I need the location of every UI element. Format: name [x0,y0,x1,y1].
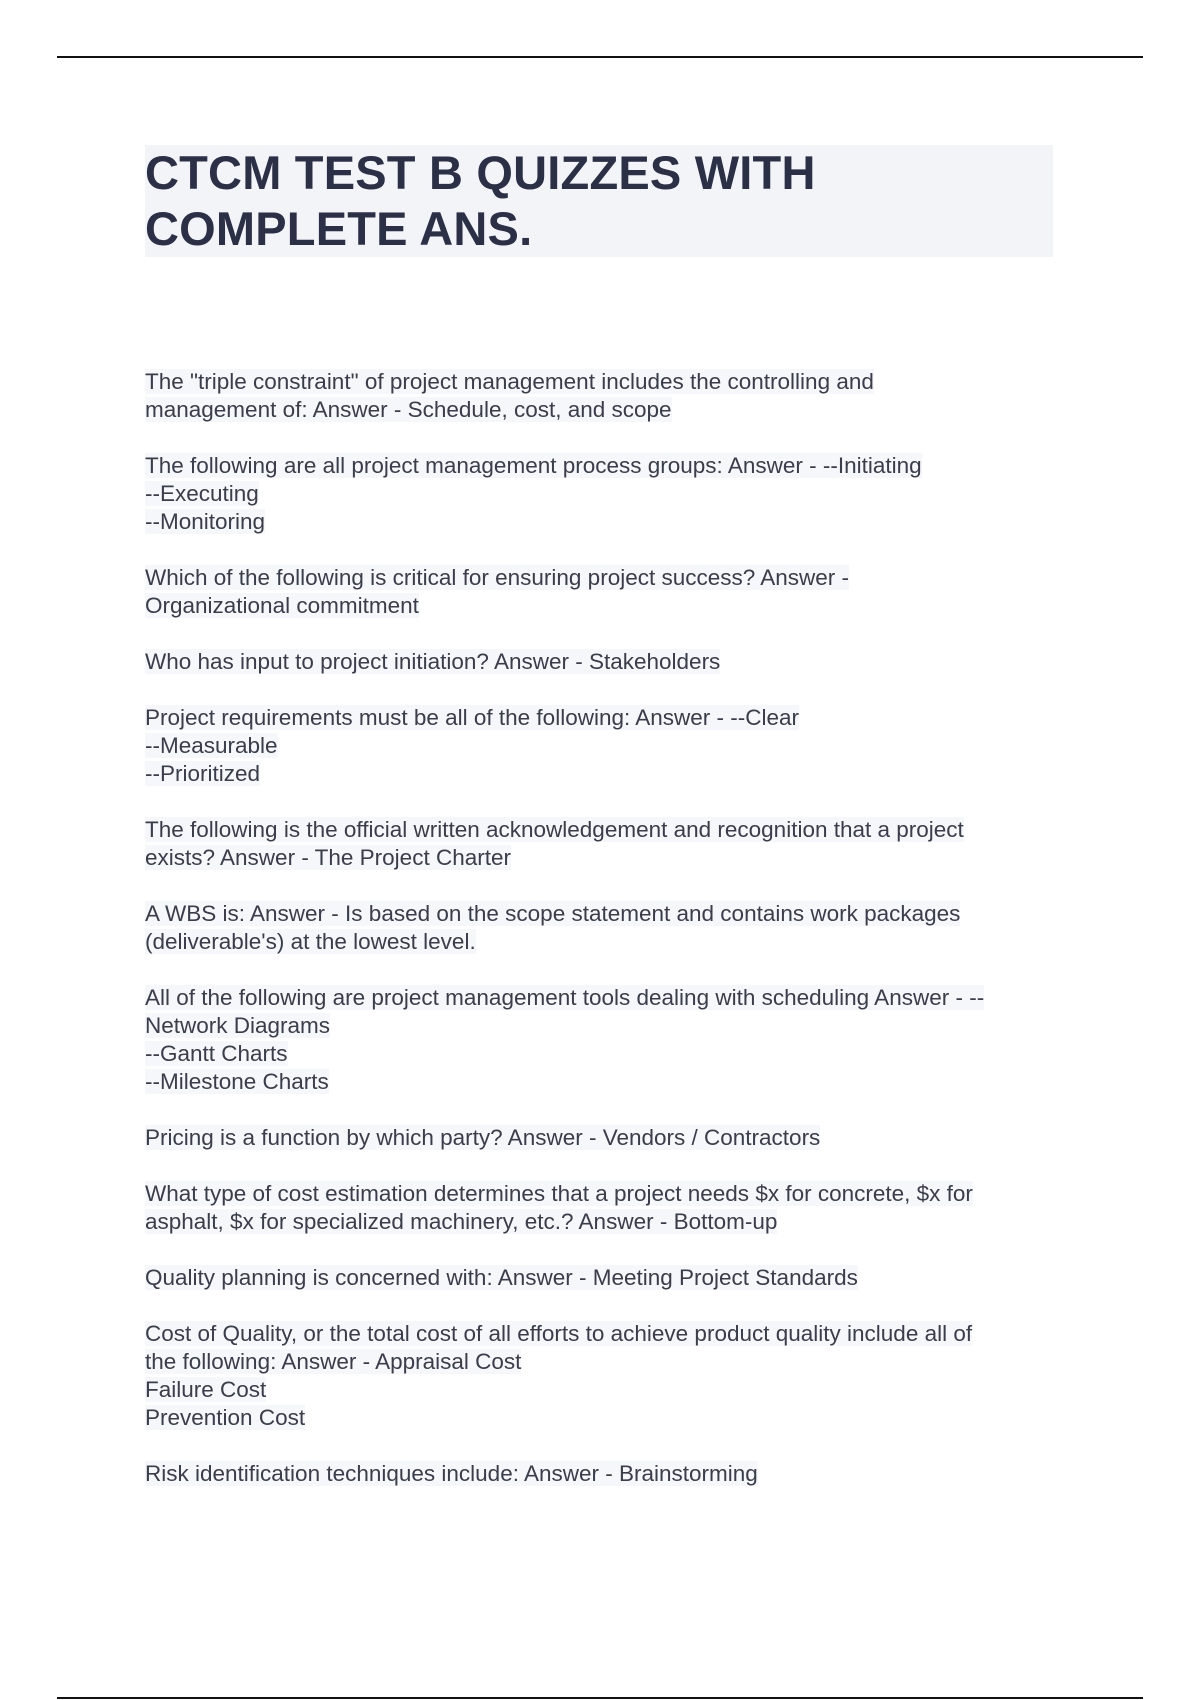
qa-line-text: Quality planning is concerned with: Answer - Meeting Project Standards [145,1265,858,1290]
qa-line-text: A WBS is: Answer - Is based on the scope statement and contains work packages [145,901,961,926]
qa-item [145,1124,1065,1152]
qa-item [145,816,1065,872]
qa-line-text: --Milestone Charts [145,1069,329,1094]
qa-item [145,1180,1065,1236]
qa-line [145,368,1065,396]
qa-item [145,984,1065,1096]
qa-line [145,648,1065,676]
qa-item [145,704,1065,788]
qa-line-text: management of: Answer - Schedule, cost, and scope [145,397,672,422]
qa-line [145,1068,1065,1096]
qa-line [145,1348,1065,1376]
qa-line [145,1404,1065,1432]
qa-line-text: --Executing [145,481,259,506]
qa-line-text: The following are all project management process groups: Answer - --Initiating [145,453,922,478]
qa-line [145,592,1065,620]
top-rule [57,56,1143,58]
qa-line [145,760,1065,788]
qa-line [145,1040,1065,1068]
qa-line [145,480,1065,508]
qa-line [145,508,1065,536]
qa-item [145,452,1065,536]
qa-line [145,1180,1065,1208]
qa-item [145,368,1065,424]
qa-line [145,1012,1065,1040]
qa-item [145,648,1065,676]
title-line-2: COMPLETE ANS. [145,202,533,255]
qa-line-text: Organizational commitment [145,593,419,618]
title-line-1: CTCM TEST B QUIZZES WITH [145,146,816,199]
qa-item [145,900,1065,956]
qa-line-text: The "triple constraint" of project management includes the controlling and [145,369,874,394]
qa-line [145,928,1065,956]
qa-line [145,844,1065,872]
qa-line [145,564,1065,592]
qa-line [145,1208,1065,1236]
qa-line [145,704,1065,732]
qa-line [145,1460,1065,1488]
qa-line-text: asphalt, $x for specialized machinery, etc.? Answer - Bottom-up [145,1209,778,1234]
qa-item [145,1320,1065,1432]
qa-line-text: the following: Answer - Appraisal Cost [145,1349,522,1374]
qa-line-text: Which of the following is critical for ensuring project success? Answer - [145,565,850,590]
qa-line-text: Failure Cost [145,1377,267,1402]
qa-line-text: Project requirements must be all of the following: Answer - --Clear [145,705,800,730]
qa-item [145,1264,1065,1292]
qa-line-text: --Prioritized [145,761,261,786]
qa-line-text: (deliverable's) at the lowest level. [145,929,476,954]
title-block [145,145,1053,257]
qa-line [145,984,1065,1012]
qa-line [145,1320,1065,1348]
qa-line [145,816,1065,844]
qa-line-text: All of the following are project management tools dealing with scheduling Answer - -- [145,985,985,1010]
bottom-rule [57,1697,1143,1699]
qa-line-text: --Monitoring [145,509,266,534]
qa-line [145,1124,1065,1152]
qa-line [145,1376,1065,1404]
qa-item [145,1460,1065,1488]
qa-line [145,732,1065,760]
qa-line-text: What type of cost estimation determines that a project needs $x for concrete, $x for [145,1181,973,1206]
qa-line-text: --Gantt Charts [145,1041,288,1066]
qa-line-text: Prevention Cost [145,1405,306,1430]
qa-line-text: Who has input to project initiation? Answer - Stakeholders [145,649,721,674]
qa-item [145,564,1065,620]
qa-line [145,900,1065,928]
document-title [145,145,1053,257]
qa-line [145,1264,1065,1292]
qa-line-text: The following is the official written acknowledgement and recognition that a project [145,817,964,842]
qa-line [145,396,1065,424]
question-answer-list [145,368,1065,1516]
qa-line [145,452,1065,480]
qa-line-text: Network Diagrams [145,1013,331,1038]
qa-line-text: Cost of Quality, or the total cost of all efforts to achieve product quality include all of [145,1321,973,1346]
qa-line-text: --Measurable [145,733,278,758]
qa-line-text: Risk identification techniques include: Answer - Brainstorming [145,1461,758,1486]
qa-line-text: Pricing is a function by which party? Answer - Vendors / Contractors [145,1125,821,1150]
qa-line-text: exists? Answer - The Project Charter [145,845,511,870]
